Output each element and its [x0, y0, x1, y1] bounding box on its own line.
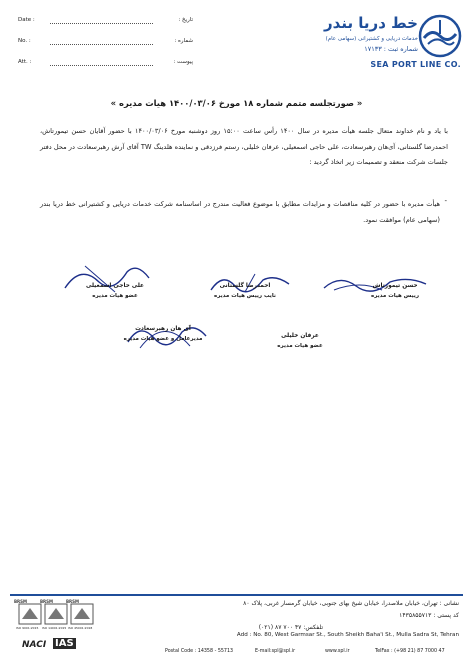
footer-email: E-mail:spl@spl.ir — [255, 649, 296, 654]
resolution-paragraph: هیأت مدیره با حضور در کلیه مناقصات و مزایدات مطابق با موضوع فعالیت مندرج در اساسنامه شرکت خدمات دریایی و کشتیرانی خط دریا بندر (سهامی عام) موافقت نمود. — [40, 200, 440, 224]
certification-label: BRSM — [14, 599, 27, 604]
footer-postcode-fa: کد پستی : ۱۴۳۵۸۵۵۷۱۳ — [399, 612, 459, 619]
certification-label: BRSM — [66, 599, 79, 604]
date-label-fa: تاریخ : — [178, 17, 193, 23]
number-field — [18, 38, 193, 49]
naci-logo: NACI — [22, 640, 47, 650]
brand-subtitle: خدمات دریایی و کشتیرانی (سهامی عام) — [325, 36, 418, 42]
footer-telfax-en: TelFax : (+98 21) 87 7000 47 — [375, 649, 445, 654]
attachment-label-en: Att. : — [18, 59, 32, 65]
signatory-role: رییس هیات مدیره — [370, 293, 420, 299]
date-field — [18, 17, 193, 28]
footer-postal-code: Postal Code : 14358 - 55713 — [165, 649, 234, 654]
footer-telfax-fa: تلفکس: ۴۷ ۷۰۰ ۸۷ (۰۲۱) — [258, 624, 323, 631]
number-dotted-line — [50, 44, 153, 45]
footer-website: www.spl.ir — [325, 649, 350, 654]
certification-badge-icon — [70, 603, 94, 625]
signatory-name: آی هان رهبرسعادت — [135, 326, 191, 332]
certification-badge-icon — [18, 603, 42, 625]
footer-divider — [10, 594, 463, 596]
signature-block — [60, 283, 170, 299]
signature-block — [245, 333, 355, 349]
attachment-field — [18, 59, 193, 70]
sea-port-logo-icon — [418, 14, 462, 58]
number-label-fa: شماره : — [174, 38, 193, 44]
brand-name-en: SEA PORT LINE CO. — [370, 60, 461, 69]
certification-caption: ISO 9001:2015 — [16, 626, 39, 630]
date-dotted-line — [50, 23, 153, 24]
signatory-name: حسن تیمورتاش — [372, 283, 418, 289]
certification-caption: ISO 14001:2015 — [42, 626, 67, 630]
certification-label: BRSM — [40, 599, 53, 604]
registration-number: شماره ثبت : ۱۷۱۳۳ — [364, 45, 418, 53]
certification-badge-icon — [44, 603, 68, 625]
signature-block — [98, 326, 228, 342]
certification-caption: ISO 45001:2018 — [68, 626, 93, 630]
attachment-dotted-line — [50, 65, 153, 66]
number-label-en: No. : — [18, 38, 31, 44]
brand-name-fa: خط دریا بندر — [324, 14, 418, 32]
signatory-role: نایب رییس هیات مدیره — [214, 293, 276, 299]
attachment-label-fa: پیوست : — [173, 59, 193, 65]
signature-block — [190, 283, 300, 299]
signatory-role: مدیرعامل و عضو هیات مدیره — [123, 336, 203, 342]
signatory-name: عرفان خلیلی — [281, 333, 319, 339]
signatory-name: علی حاجی اسمعیلی — [85, 283, 145, 289]
footer-address-fa: نشانی : تهران، خیابان ملاصدرا، خیابان شیخ بهای جنوبی، خیابان گرمسار غربی، پلاک ۸۰ — [243, 600, 459, 607]
resolution-bullet: - — [444, 197, 447, 205]
signatory-role: عضو هیات مدیره — [277, 343, 323, 349]
footer-address-en: Add : No. 80, West Garmsar St., South Sheikh Baha'i St., Mulla Sadra St, Tehran — [236, 632, 459, 638]
signatory-name: احمدرضا گلستانی — [219, 283, 271, 289]
meeting-paragraph: با یاد و نام خداوند متعال جلسه هیأت مدیره در سال ۱۴۰۰ رأس ساعت ۱۵:۰۰ روز دوشنبه مورخ ۱۴۰۰/۰۳/۰۶ با حضور آقایان حسن تیمورتاش، احمدرضا گلستانی، آی‌هان رهبرسعادت، علی حاجی اسمعیلی، عرفان خلیلی، رستم فرزدقی و نماینده هلدینگ TW آقای آرش رهبرسعادت در محل دفتر جلسات شرکت منعقد و تصمیمات زیر اتخاذ گردید : — [40, 127, 449, 166]
minutes-title: « صورتجلسه متمم شماره ۱۸ مورخ ۱۴۰۰/۰۳/۰۶ هیات مدیره » — [110, 98, 363, 108]
ias-logo: IAS — [55, 638, 74, 649]
signature-block — [340, 283, 450, 299]
date-label-en: Date : — [18, 17, 35, 23]
signatory-role: عضو هیات مدیره — [92, 293, 138, 299]
